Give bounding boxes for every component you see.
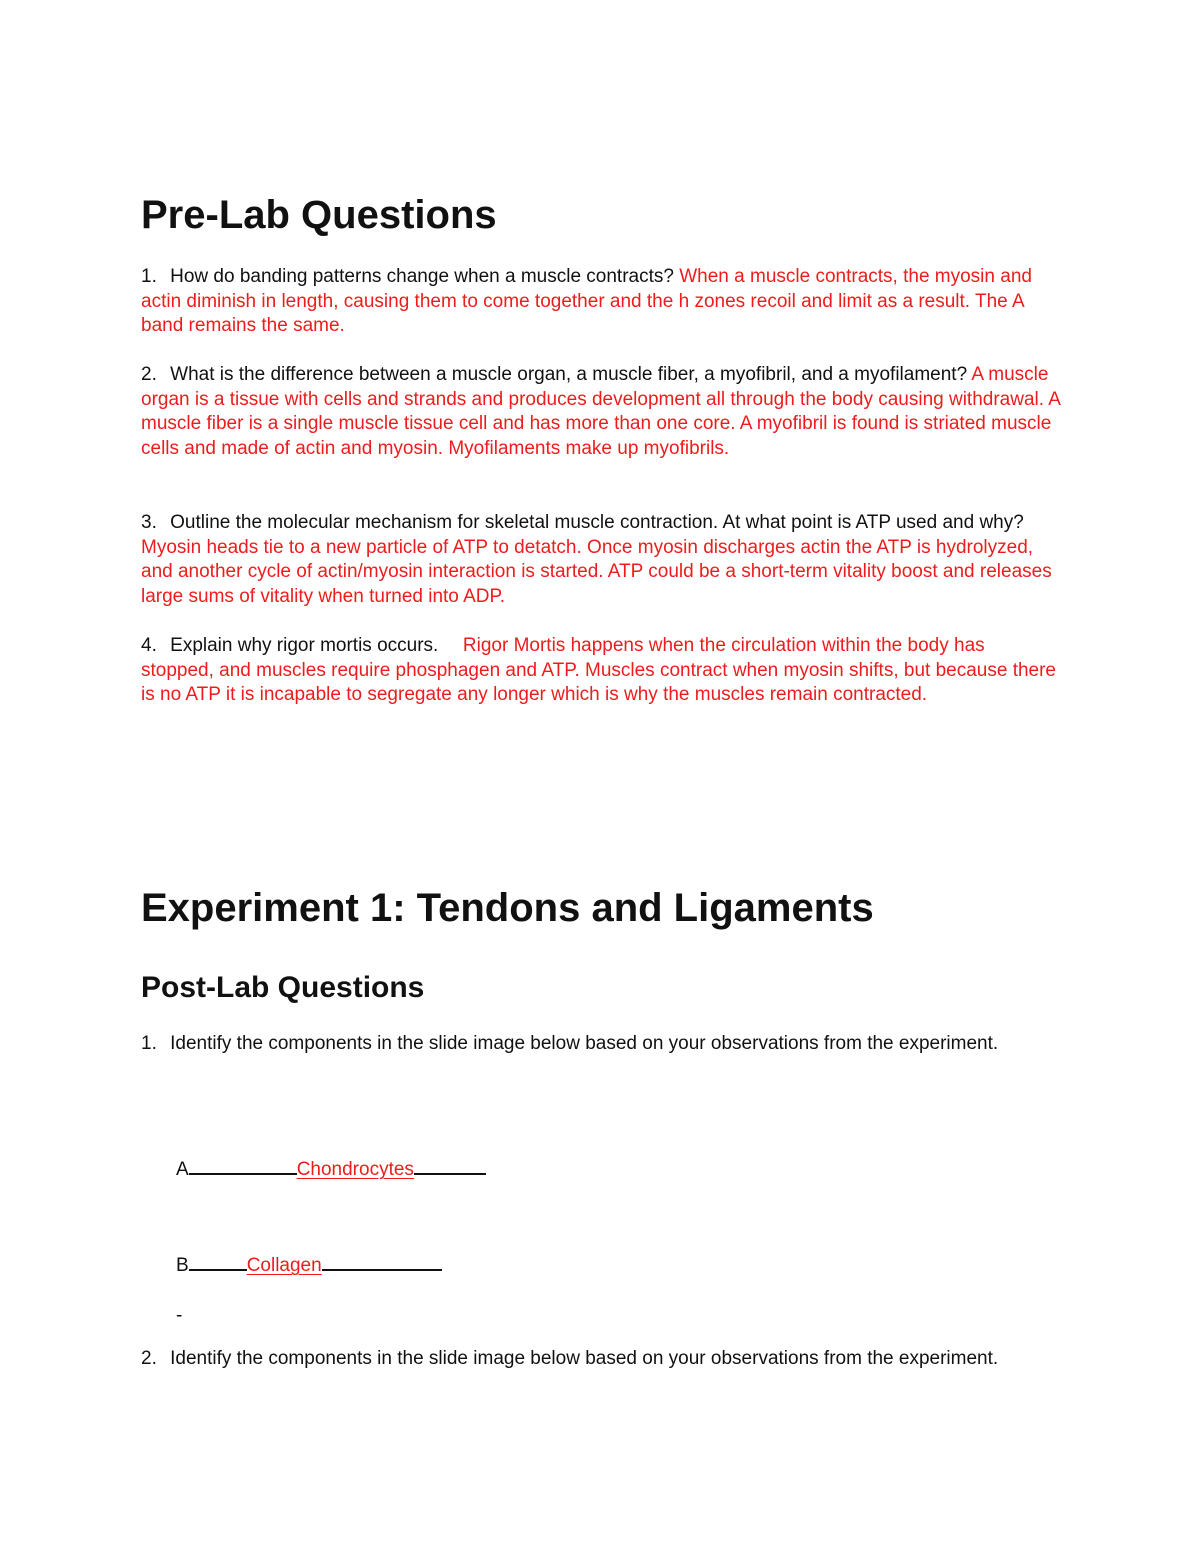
question-text: What is the difference between a muscle organ, a muscle fiber, a myofibril, and a myofilament? xyxy=(170,364,968,385)
answer-text: Rigor Mortis happens when the circulation within the body has stopped, and muscles require phosphagen and ATP. Muscles contract when myosin shifts, but because there is no ATP it is incapable to segregate any longer which is why the muscles remain contracted. xyxy=(141,635,1056,706)
question-number: 1. xyxy=(141,266,157,287)
question-text: Explain why rigor mortis occurs. xyxy=(170,635,439,656)
question-text: How do banding patterns change when a muscle contracts? xyxy=(170,266,674,287)
question-number: 2. xyxy=(141,364,157,385)
experiment1-title: Experiment 1: Tendons and Ligaments xyxy=(141,886,874,930)
prelab-question-2 xyxy=(141,363,1061,461)
prelab-title: Pre-Lab Questions xyxy=(141,193,497,237)
separator-dash: - xyxy=(176,1305,183,1326)
prelab-question-3 xyxy=(141,511,1061,609)
label-b-line xyxy=(176,1249,442,1278)
blank-line xyxy=(189,1249,247,1271)
question-number: 2. xyxy=(141,1348,157,1369)
question-text: Identify the components in the slide image below based on your observations from the experiment. xyxy=(170,1348,999,1369)
answer-text: Myosin heads tie to a new particle of ATP to detatch. Once myosin discharges actin the ATP is hydrolyzed, and another cycle of actin/myosin interaction is started. ATP could be a short-term vitality boost and releases large sums of vitality when turned into ADP. xyxy=(141,536,1052,607)
answer-text: When a muscle contracts, the myosin and actin diminish in length, causing them to come together and the h zones recoil and limit as a result. The A band remains the same. xyxy=(141,266,1032,337)
blank-line xyxy=(414,1153,486,1175)
answer-text: A muscle organ is a tissue with cells and strands and produces development all through the body causing withdrawal. A muscle fiber is a single muscle tissue cell and has more than one core. A myofibril is found is striated muscle cells and made of actin and myosin. Myofilaments make up myofibrils. xyxy=(141,364,1060,459)
label-b-answer: Collagen xyxy=(246,1255,322,1276)
label-a-answer: Chondrocytes xyxy=(296,1159,414,1180)
blank-line xyxy=(322,1249,442,1271)
prelab-question-4 xyxy=(141,634,1061,708)
postlab-title: Post-Lab Questions xyxy=(141,971,425,1004)
question-number: 1. xyxy=(141,1033,157,1054)
label-b-letter: B xyxy=(176,1255,189,1276)
blank-line xyxy=(189,1153,297,1175)
label-a-letter: A xyxy=(176,1159,189,1180)
label-a-line xyxy=(176,1153,486,1182)
question-text: Outline the molecular mechanism for skeletal muscle contraction. At what point is ATP used and why? xyxy=(170,512,1024,533)
postlab-question-2 xyxy=(141,1347,1061,1372)
question-number: 3. xyxy=(141,512,157,533)
postlab-question-1 xyxy=(141,1032,1061,1057)
question-number: 4. xyxy=(141,635,157,656)
question-text: Identify the components in the slide image below based on your observations from the experiment. xyxy=(170,1033,999,1054)
prelab-question-1 xyxy=(141,265,1061,339)
